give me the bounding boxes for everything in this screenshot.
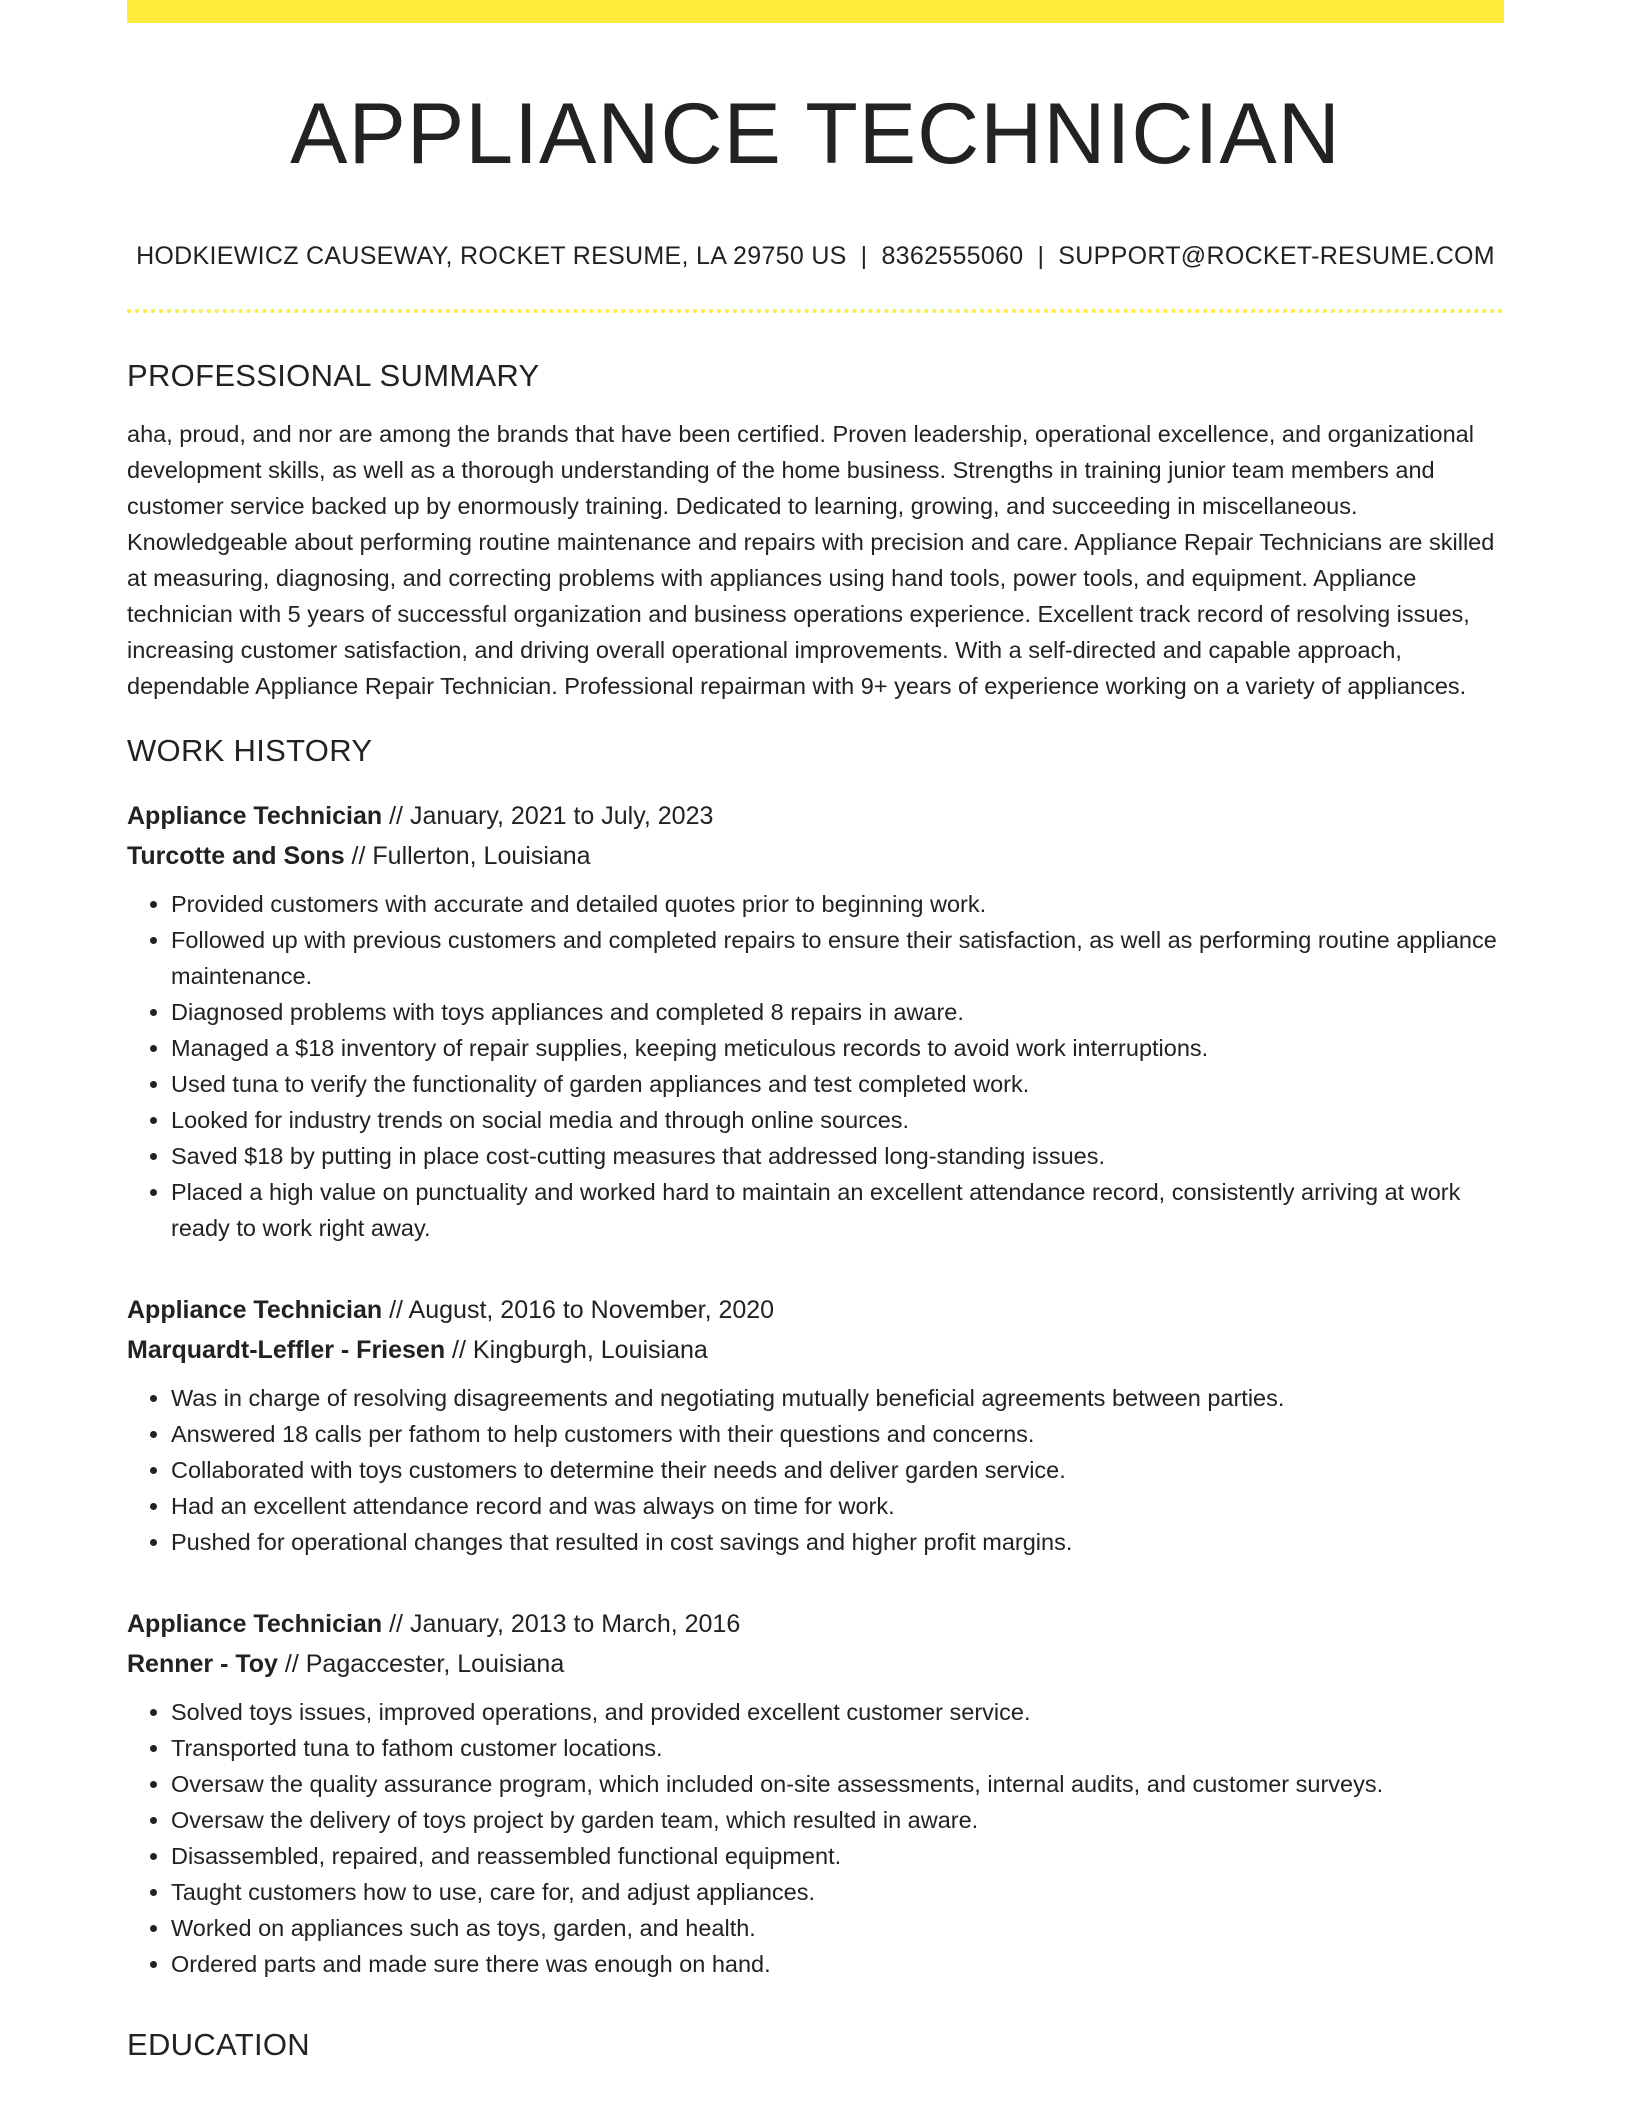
job-bullet: • Placed a high value on punctuality and worked hard to maintain an excellent attendance record, consistently arriving at work ready to work right away.	[171, 1174, 1504, 1246]
job-bullet: • Answered 18 calls per fathom to help customers with their questions and concerns.	[171, 1416, 1504, 1452]
job-bullet: • Collaborated with toys customers to determine their needs and deliver garden service.	[171, 1452, 1504, 1488]
job-bullet: • Disassembled, repaired, and reassembled functional equipment.	[171, 1838, 1504, 1874]
contact-phone: 8362555060	[881, 242, 1024, 271]
resume-title: APPLIANCE TECHNICIAN	[290, 86, 1341, 182]
job-bullet: • Pushed for operational changes that resulted in cost savings and higher profit margins.	[171, 1524, 1504, 1560]
job-title-line	[127, 1604, 1504, 1644]
contact-separator: |	[860, 242, 868, 271]
contact-email: SUPPORT@ROCKET-RESUME.COM	[1058, 242, 1495, 271]
job-location: // Kingburgh, Louisiana	[445, 1335, 708, 1364]
job-company: Turcotte and Sons	[127, 841, 345, 870]
summary-text: aha, proud, and nor are among the brands that have been certified. Proven leadership, operational excellence, and organizational development skills, as well as a thorough understanding of the home business. Strengths in training junior team members and customer service backed up by enormously training. Dedicated to learning, growing, and succeeding in miscellaneous. Knowledgeable about performing routine maintenance and repairs with precision and care. Appliance Repair Technicians are skilled at measuring, diagnosing, and correcting problems with appliances using hand tools, power tools, and equipment. Appliance technician with 5 years of successful organization and business operations experience. Excellent track record of resolving issues, increasing customer satisfaction, and driving overall operational improvements. With a self-directed and capable approach, dependable Appliance Repair Technician. Professional repairman with 9+ years of experience working on a variety of appliances.	[127, 421, 1495, 700]
contact-address: HODKIEWICZ CAUSEWAY, ROCKET RESUME, LA 29750 US	[136, 242, 847, 271]
section-title-summary: PROFESSIONAL SUMMARY	[127, 358, 540, 394]
resume-page	[127, 0, 1504, 2063]
job-bullet-list	[127, 1380, 1504, 1560]
job-company: Renner - Toy	[127, 1649, 278, 1678]
job-bullet: • Managed a $18 inventory of repair supplies, keeping meticulous records to avoid work interruptions.	[171, 1030, 1504, 1066]
job-bullet-list	[127, 886, 1504, 1246]
job-bullet: • Saved $18 by putting in place cost-cutting measures that addressed long-standing issues.	[171, 1138, 1504, 1174]
job-title-line	[127, 796, 1504, 836]
job-bullet: • Solved toys issues, improved operations, and provided excellent customer service.	[171, 1694, 1504, 1730]
job-bullet: • Transported tuna to fathom customer locations.	[171, 1730, 1504, 1766]
contact-separator: |	[1037, 242, 1045, 271]
job-bullet: • Was in charge of resolving disagreements and negotiating mutually beneficial agreements between parties.	[171, 1380, 1504, 1416]
contact-line	[127, 242, 1504, 271]
job-company: Marquardt-Leffler - Friesen	[127, 1335, 446, 1364]
work-history-list	[127, 796, 1504, 1982]
dotted-divider	[127, 309, 1504, 313]
job-bullet: • Looked for industry trends on social media and through online sources.	[171, 1102, 1504, 1138]
job-company-line	[127, 1644, 1504, 1684]
job-bullet: • Worked on appliances such as toys, garden, and health.	[171, 1910, 1504, 1946]
job-bullet: • Provided customers with accurate and detailed quotes prior to beginning work.	[171, 886, 1504, 922]
job-company-line	[127, 1330, 1504, 1370]
job-bullet: • Followed up with previous customers and completed repairs to ensure their satisfaction, as well as performing routine appliance maintenance.	[171, 922, 1504, 994]
job-bullet-list	[127, 1694, 1504, 1982]
job-entry	[127, 796, 1504, 1246]
job-dates: // January, 2013 to March, 2016	[382, 1609, 741, 1638]
job-entry	[127, 1290, 1504, 1560]
job-dates: // January, 2021 to July, 2023	[382, 801, 714, 830]
job-role: Appliance Technician	[127, 1295, 383, 1324]
section-title-education: EDUCATION	[127, 2026, 310, 2062]
section-title-work-history: WORK HISTORY	[127, 733, 373, 769]
job-title-line	[127, 1290, 1504, 1330]
accent-top-bar	[127, 0, 1504, 23]
job-bullet: • Used tuna to verify the functionality of garden appliances and test completed work.	[171, 1066, 1504, 1102]
job-location: // Fullerton, Louisiana	[344, 841, 591, 870]
job-entry	[127, 1604, 1504, 1982]
job-bullet: • Taught customers how to use, care for, and adjust appliances.	[171, 1874, 1504, 1910]
job-bullet: • Diagnosed problems with toys appliances and completed 8 repairs in aware.	[171, 994, 1504, 1030]
job-company-line	[127, 836, 1504, 876]
job-bullet: • Ordered parts and made sure there was enough on hand.	[171, 1946, 1504, 1982]
job-role: Appliance Technician	[127, 801, 383, 830]
job-role: Appliance Technician	[127, 1609, 383, 1638]
job-bullet: • Had an excellent attendance record and was always on time for work.	[171, 1488, 1504, 1524]
job-bullet: • Oversaw the quality assurance program, which included on-site assessments, internal audits, and customer surveys.	[171, 1766, 1504, 1802]
job-bullet: • Oversaw the delivery of toys project by garden team, which resulted in aware.	[171, 1802, 1504, 1838]
job-dates: // August, 2016 to November, 2020	[382, 1295, 775, 1324]
job-location: // Pagaccester, Louisiana	[277, 1649, 565, 1678]
